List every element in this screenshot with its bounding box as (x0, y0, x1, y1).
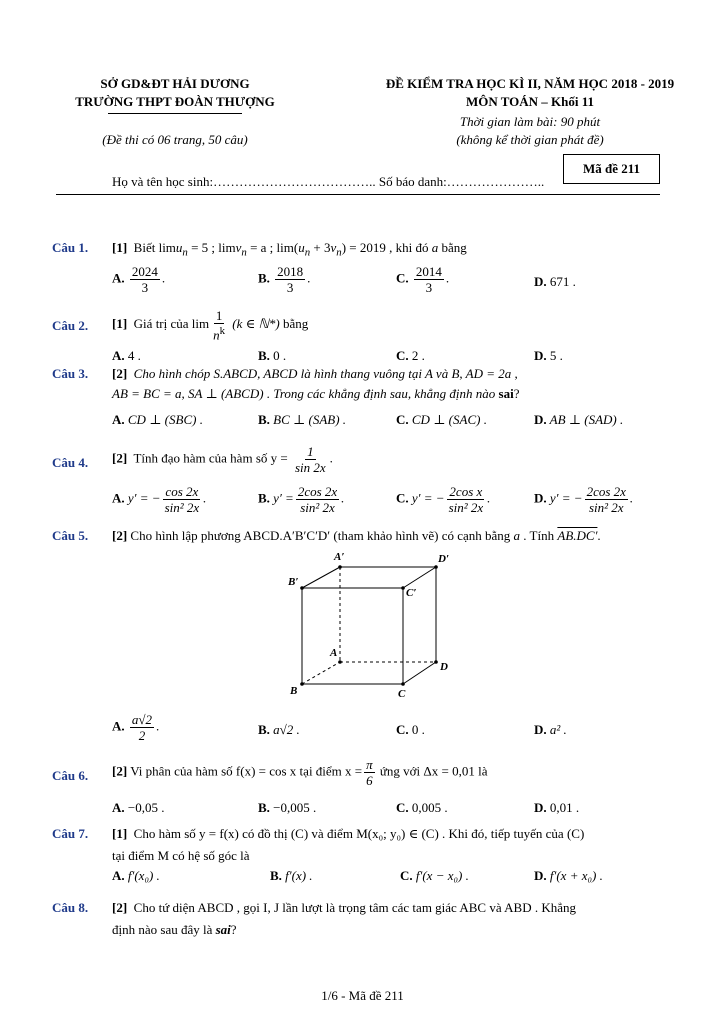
vertex-a (338, 660, 342, 664)
school-underline (108, 113, 242, 114)
option-c: C. $\frac{2014}{3}$ . (396, 264, 450, 295)
question-number: Câu 6. (52, 768, 89, 783)
question-number: Câu 5. (52, 528, 89, 543)
exam-code-box: Mã đề 211 (563, 154, 660, 184)
exam-title: ĐỀ KIỂM TRA HỌC KÌ II, NĂM HỌC 2018 - 2019 (385, 76, 675, 91)
option-d: D. a² . (534, 722, 567, 737)
question-number: Câu 7. (52, 826, 89, 841)
option-b: B. y′ = $\frac{2\cos 2x}{\text{sin² 2x}}$ . (258, 484, 345, 515)
option-a: A. $\frac{a√2}{2}$ . (112, 712, 160, 743)
option-b: B. −0,005 . (258, 800, 317, 815)
label-a-prime: A′ (334, 551, 345, 563)
option-c: C. 2 . (396, 348, 425, 363)
option-c: C. 0,005 . (396, 800, 448, 815)
option-a: A. 4 . (112, 348, 141, 363)
question-3-line-1: [2] Cho hình chóp S.ABCD, ABCD là hình thang vuông tại A và B, AD = 2a , (112, 366, 518, 381)
label-c: C (398, 688, 406, 700)
question-number: Câu 8. (52, 900, 89, 915)
vertex-a1 (338, 565, 342, 569)
edge-ba-hidden (302, 662, 340, 684)
question-5-text: [2] Cho hình lập phương ABCD.A′B′C′D′ (tham khảo hình vẽ) có cạnh bằng a . Tính AB.DC′. (112, 528, 601, 543)
question-7-line-2: tại điểm M có hệ số góc là (112, 848, 250, 863)
option-d: D. 5 . (534, 348, 563, 363)
option-a: A. CD ⊥ (SBC) . (112, 412, 203, 427)
question-4-text: [2] Tính đạo hàm của hàm số y = $\frac{1}{\sin 2x}$ . (112, 444, 333, 475)
option-d: D. 0,01 . (534, 800, 580, 815)
question-number: Câu 1. (52, 240, 89, 255)
option-b: B. a√2 . (258, 722, 300, 737)
question-7-line-1: [1] Cho hàm số y = f(x) có đồ thị (C) và điểm M(x₀; y₀) ∈ (C) . Khi đó, tiếp tuyến của (C) (112, 826, 585, 841)
option-b: B. f′(x) . (270, 868, 313, 883)
edge-cd (403, 662, 436, 684)
option-d: D. y′ = − $\frac{2\cos 2x}{\text{sin² 2x}}$ . (534, 484, 634, 515)
exam-duration-note: (không kể thời gian phát đề) (456, 132, 604, 147)
exam-duration: Thời gian làm bài: 90 phút (459, 114, 601, 129)
page-footer: 1/6 - Mã đề 211 (321, 988, 404, 1003)
school-name: TRƯỜNG THPT ĐOÀN THƯỢNG (75, 94, 275, 109)
question-8-line-1: [2] Cho tứ diện ABCD , gọi I, J lần lượt là trọng tâm các tam giác ABC và ABD . Khẳng (112, 900, 577, 915)
question-1-text: [1] Biết limu$_n$ = 5 ; limv$_n$ = a ; $\lim(u_n + 3v_n) = 2019$ , khi đó a bằng (112, 240, 467, 259)
page-count-note: (Đề thi có 06 trang, 50 câu) (102, 132, 248, 147)
option-d: D. 671 . (534, 274, 576, 289)
label-b-prime: B′ (288, 576, 299, 588)
option-b: B. BC ⊥ (SAB) . (258, 412, 347, 427)
exam-subject: MÔN TOÁN – Khối 11 (465, 94, 595, 109)
option-b: B. $\frac{2018}{3}$ . (258, 264, 311, 295)
vertex-d1 (434, 565, 438, 569)
student-info-line: Họ và tên học sinh:……………………………….. Số báo danh:………………….. (112, 174, 545, 189)
option-a: A. y′ = − $\frac{\cos 2x}{\text{sin² 2x}}$ . (112, 484, 207, 515)
option-b: B. 0 . (258, 348, 287, 363)
edge-c1d1 (403, 567, 436, 588)
label-c-prime: C′ (406, 587, 417, 599)
option-a: A. $\frac{2024}{3}$ . (112, 264, 166, 295)
vertex-d (434, 660, 438, 664)
label-d-prime: D′ (438, 553, 450, 565)
question-3-line-2: AB = BC = a, SA ⊥ (ABCD) . Trong các khẳng định sau, khẳng định nào sai? (112, 386, 520, 401)
option-d: D. f′(x + x₀) . (534, 868, 603, 883)
vertex-c (401, 682, 405, 686)
vertex-b (300, 682, 304, 686)
question-number: Câu 4. (52, 455, 89, 470)
option-c: C. 0 . (396, 722, 425, 737)
option-a: A. −0,05 . (112, 800, 165, 815)
vertex-c1 (401, 586, 405, 590)
question-2-text: [1] Giá trị của lim $\frac{1}{n^k}$ (k ∈ ℕ*) bằng (112, 308, 309, 343)
option-c: C. f′(x − x₀) . (400, 868, 469, 883)
question-8-line-2: định nào sau đây là sai? (112, 922, 237, 937)
option-a: A. f′(x₀) . (112, 868, 160, 883)
option-d: D. AB ⊥ (SAD) . (534, 412, 624, 427)
vertex-b1 (300, 586, 304, 590)
label-d: D (440, 661, 448, 673)
school-department: SỞ GD&ĐT HẢI DƯƠNG (100, 76, 250, 91)
option-c: C. CD ⊥ (SAC) . (396, 412, 487, 427)
cube-figure (280, 548, 460, 704)
question-6-text: [2] Vi phân của hàm số f(x) = cos x tại điểm x = $\frac{\pi}{6}$ ứng với Δx = 0,01 là (112, 757, 488, 788)
label-b: B (290, 685, 298, 697)
label-a: A (330, 647, 338, 659)
header-divider (56, 194, 660, 195)
question-number: Câu 3. (52, 366, 89, 381)
option-c: C. y′ = − $\frac{\text{2cos x}}{\text{sin² 2x}}$ . (396, 484, 491, 515)
question-number: Câu 2. (52, 318, 89, 333)
edge-b1a1 (302, 567, 340, 588)
